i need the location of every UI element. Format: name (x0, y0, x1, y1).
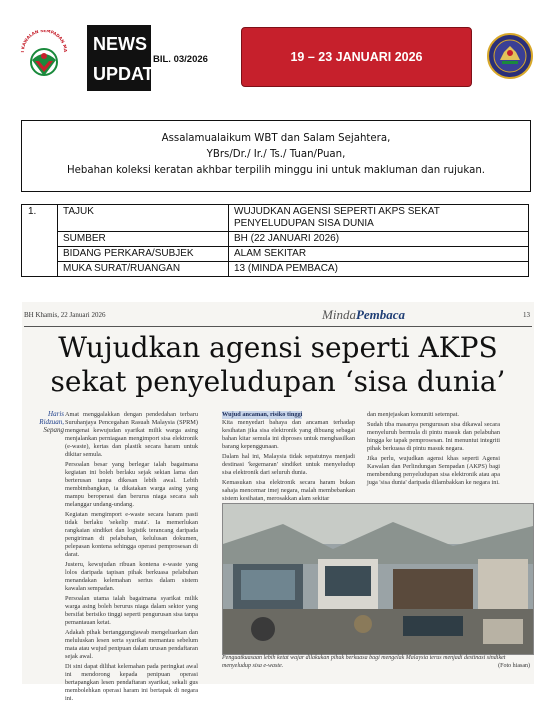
info-row-subject (22, 247, 529, 262)
announcement-line: Hebahan koleksi keratan akhbar terpilih minggu ini untuk makluman dan rujukan. (66, 165, 486, 176)
greeting-line: Assalamualaikum WBT dan Salam Sejahtera, (161, 133, 391, 144)
photo-credit: (Foto hiasan) (498, 662, 530, 669)
clipping-section: MindaPembaca (322, 307, 406, 322)
info-row-source (22, 232, 529, 247)
photo-caption: Penguatkuasaan lebih ketat wajar dilakukan pihak berkuasa bagi mengelak Malaysia terus menjadi destinasi sindiket menyeludup sisa e-waste. (Foto hiasan) (222, 655, 530, 669)
agency-logo-left (18, 30, 70, 84)
article-paragraph: Justeru, kewujudan ribuan kontena e-waste yang lolos daripada tapisan pihak berkuasa pelabuhan menandakan kelemahan serius dalam sistem kawalan sempadan. (65, 561, 198, 592)
info-label: MUKA SURAT/RUANGAN (58, 262, 229, 277)
clipping-photo (222, 503, 534, 655)
agency-logo-left-text: I KAWALAN SEMPADAN MA (19, 30, 69, 53)
info-value: ALAM SEKITAR (229, 247, 529, 262)
clipping-masthead (22, 305, 534, 325)
article-paragraph: Kemasukan sisa elektronik secara haram bukan sahaja mencemar imej negara, malah membebankan sistem kesihatan, merosakkan alam sekitar (222, 479, 355, 502)
info-label: TAJUK (58, 205, 229, 232)
info-value: BH (22 JANUARI 2026) (229, 232, 529, 247)
article-paragraph: Persoalan besar yang berlegar ialah bagaimana kegiatan ini boleh berlaku sejak sekian lama dan berterusan tanpa dikesan lebih awal. Lebih membimbangkan, ia dikatakan warga asing yang mampu beroperasi dan berurus niaga secara sah melanggar undang-undang. (65, 461, 198, 508)
news-label: NEWS (93, 34, 147, 54)
article-paragraph: Adakah pihak bertanggungjawab mengeluarkan dan meluluskan lesen serta syarikat memantau sebelum mata atau wujud penipuan dalam urusan pendaftaran sejak awal. (65, 629, 198, 660)
article-paragraph: Persoalan utama ialah bagaimana syarikat milik warga asing boleh berurus niaga dalam sektor yang bersifat berisiko tinggi seperti pengurusan sisa tanpa pemantauan ketat. (65, 595, 198, 626)
divider (24, 326, 532, 327)
byline-name: Haris Ridzuan, (39, 410, 64, 426)
issue-number: BIL. 03/2026 (153, 54, 208, 65)
article-paragraph: Di sini dapat dilihat kelemahan pada peringkat awal ini mendorong kepada penipuan operasi bertapangkan lesen pendaftaran syarikat, sekali gus membolehkan operasi haram ini bertapak di negara ini. (65, 663, 198, 702)
date-range-banner: 19 – 23 JANUARI 2026 (241, 27, 472, 87)
byline (26, 410, 64, 434)
update-label: UPDATE (93, 64, 166, 84)
article-subhead: Wujud ancaman, risiko tinggi (222, 411, 303, 418)
article-paragraph: Dalam hal ini, Malaysia tidak sepatutnya menjadi destinasi 'kegemaran' sindiket untuk menyeludup sisa elektronik dari seluruh dunia. (222, 453, 355, 476)
article-info-table (21, 204, 529, 277)
info-value: 13 (MINDA PEMBACA) (229, 262, 529, 277)
info-row-title (22, 205, 529, 232)
info-label: BIDANG PERKARA/SUBJEK (58, 247, 229, 262)
clipping-page: 13 (523, 311, 530, 319)
article-paragraph: Jika perlu, wujudkan agensi khas seperti Agensi Kawalan dan Perlindungan Sempadan (AKPS) bagi membendung penyeludupan sisa elektronik atau apa juga 'sisa dunia' daripada dilambakkan ke negara ini. (367, 455, 500, 486)
info-value: WUJUDKAN AGENSI SEPERTI AKPS SEKAT PENYELUDUPAN SISA DUNIA (229, 205, 529, 232)
clipping-headline: Wujudkan agensi seperti AKPS sekat penyeludupan ‘sisa dunia’ (50, 331, 506, 398)
article-column-2 (222, 411, 355, 505)
news-update-badge (87, 25, 166, 91)
greeting-box (21, 120, 531, 192)
info-row-page (22, 262, 529, 277)
article-paragraph: Kegiatan mengimport e-waste secara haram pasti tidak berlaku 'sekelip mata'. Ia memerlukan rangkaian sindiket dan logistik terancang daripada pengiriman di pelabuhan, kelulusan dokumen, pelepasan kontena sehingga operasi pemprosesan di darat. (65, 511, 198, 558)
ministry-crest-icon (486, 32, 534, 80)
article-paragraph: dan menjejaskan komuniti setempat. (367, 411, 459, 418)
article-column-3 (367, 411, 500, 489)
info-label: SUMBER (58, 232, 229, 247)
article-paragraph: Amat menggalakkan dengan pendedahan terbaru Suruhanjaya Pencegahan Rasuah Malaysia (SPRM) mengenai kewujudan syarikat milik warga asing menjalankan perniagaan mengimport sisa elektronik (e-waste), kertas dan plastik secara haram untuk dikitar semula. (65, 411, 198, 458)
article-column-1 (65, 411, 198, 705)
article-paragraph: Kita menyedari bahaya dan ancaman terhadap kesihatan jika sisa elektronik yang dibuang sebagai bahan kitar semula ini diproses untuk menghasilkan barang kepenggunaan. (222, 419, 355, 450)
clipping-source: BH Khamis, 22 Januari 2026 (24, 311, 106, 319)
article-number: 1. (22, 205, 58, 277)
byline-place: Sepang (43, 426, 64, 434)
salutation-line: YBrs/Dr./ Ir./ Ts./ Tuan/Puan, (206, 149, 346, 160)
article-paragraph: Sudah tiba masanya pengurusan sisa dikawal secara menyeluruh bermula di pintu masuk dan pelabuhan hingga ke tapak pemprosesan. Ini menuntut integriti pihak berkuasa di pintu masuk negara. (367, 421, 500, 452)
